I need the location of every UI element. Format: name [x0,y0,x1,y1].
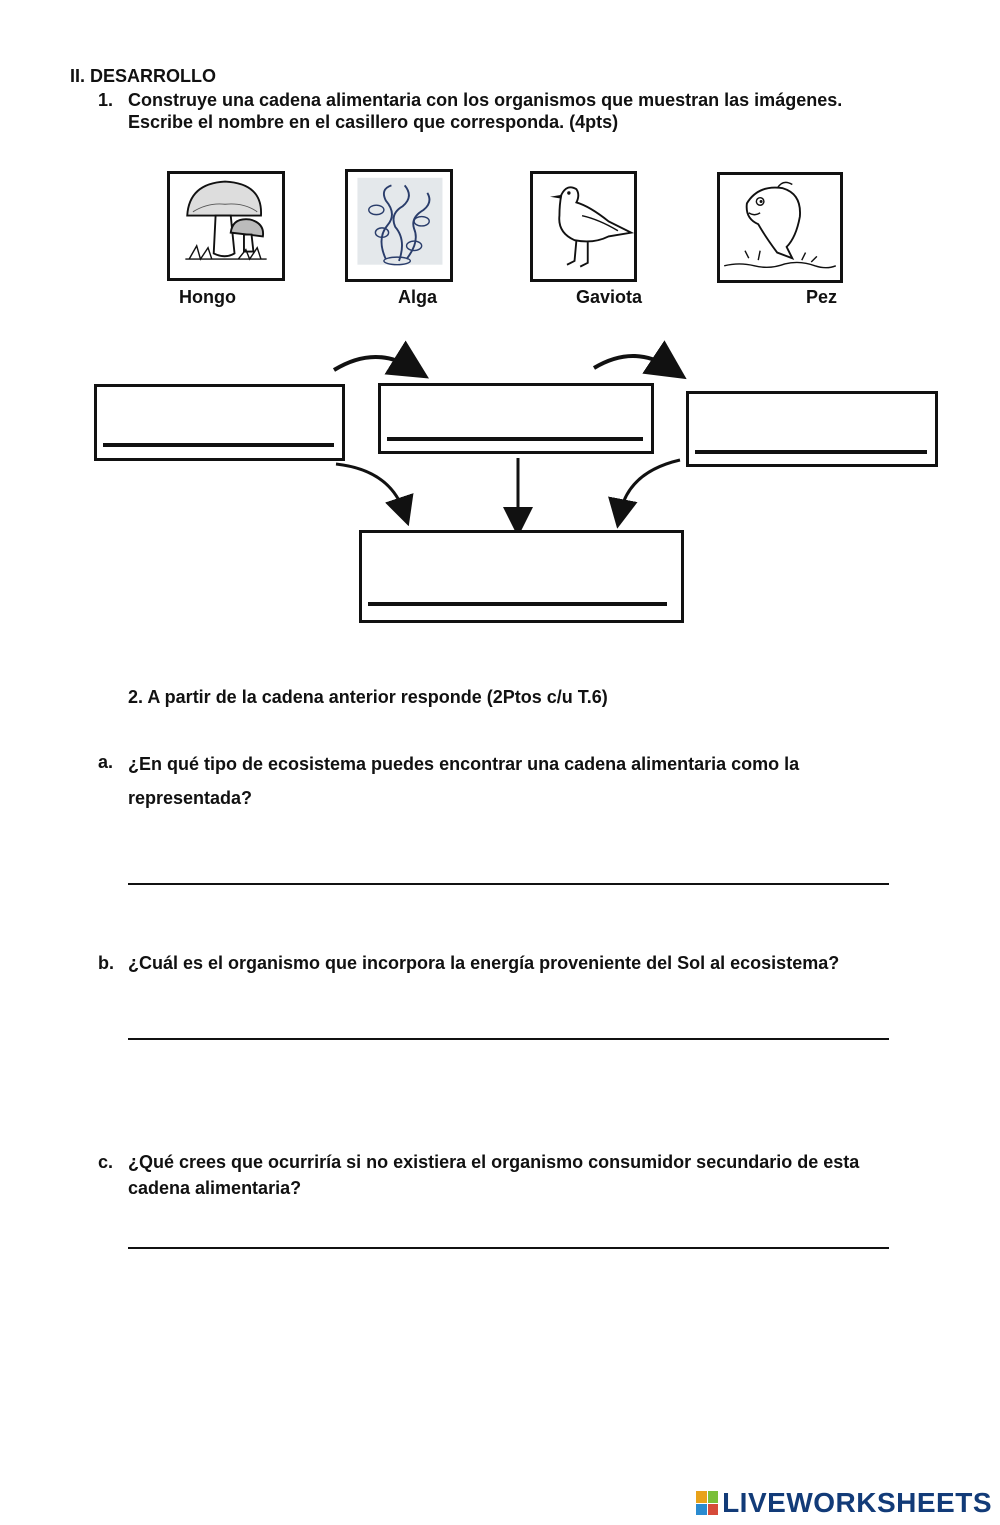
chain-box-3[interactable] [686,391,938,467]
organism-caption-gaviota: Gaviota [576,287,643,307]
question-c-line-2: cadena alimentaria? [128,1178,302,1198]
chain-box-1[interactable] [94,384,345,461]
answer-line-a[interactable] [128,883,889,885]
chain-box-4-answer-line [368,602,667,606]
question-b-letter: b. [98,953,114,973]
question-a-letter: a. [98,752,114,772]
chain-box-2[interactable] [378,383,654,454]
question-a-text [128,747,799,815]
arrow-box2-to-box3 [594,356,670,368]
liveworksheets-logo-icon [696,1491,718,1515]
liveworksheets-logo-text: LIVEWORKSHEETS [722,1487,992,1518]
answer-line-c[interactable] [128,1247,889,1249]
question-a-line-2: representada? [128,788,253,808]
chain-box-4[interactable] [359,530,684,623]
arrow-box3-to-box4 [620,460,680,514]
organism-caption-alga: Alga [398,287,438,307]
question-b-text: ¿Cuál es el organismo que incorpora la energía proveniente del Sol al ecosistema? [128,953,840,973]
chain-box-2-answer-line [387,437,643,441]
question-1-number: 1. [98,90,114,110]
organism-caption-pez: Pez [806,287,838,307]
liveworksheets-logo[interactable] [696,1487,992,1519]
chain-box-1-answer-line [103,443,334,447]
question-a-line-1: ¿En qué tipo de ecosistema puedes encontrar una cadena alimentaria como la [128,754,800,774]
question-c-line-1: ¿Qué crees que ocurriría si no existiera el organismo consumidor secundario de esta [128,1152,860,1172]
arrow-box1-to-box2 [334,357,412,370]
organism-caption-hongo: Hongo [179,287,236,307]
question-2-heading: 2. A partir de la cadena anterior responde (2Ptos c/u T.6) [128,687,608,707]
answer-line-b[interactable] [128,1038,889,1040]
question-c-letter: c. [98,1152,114,1172]
question-1-line-1: Construye una cadena alimentaria con los organismos que muestran las imágenes. [128,90,843,110]
chain-box-3-answer-line [695,450,927,454]
arrow-box1-to-box4 [336,464,404,512]
section-title: II. DESARROLLO [70,66,217,86]
question-1-line-2: Escribe el nombre en el casillero que corresponda. (4pts) [128,112,619,132]
